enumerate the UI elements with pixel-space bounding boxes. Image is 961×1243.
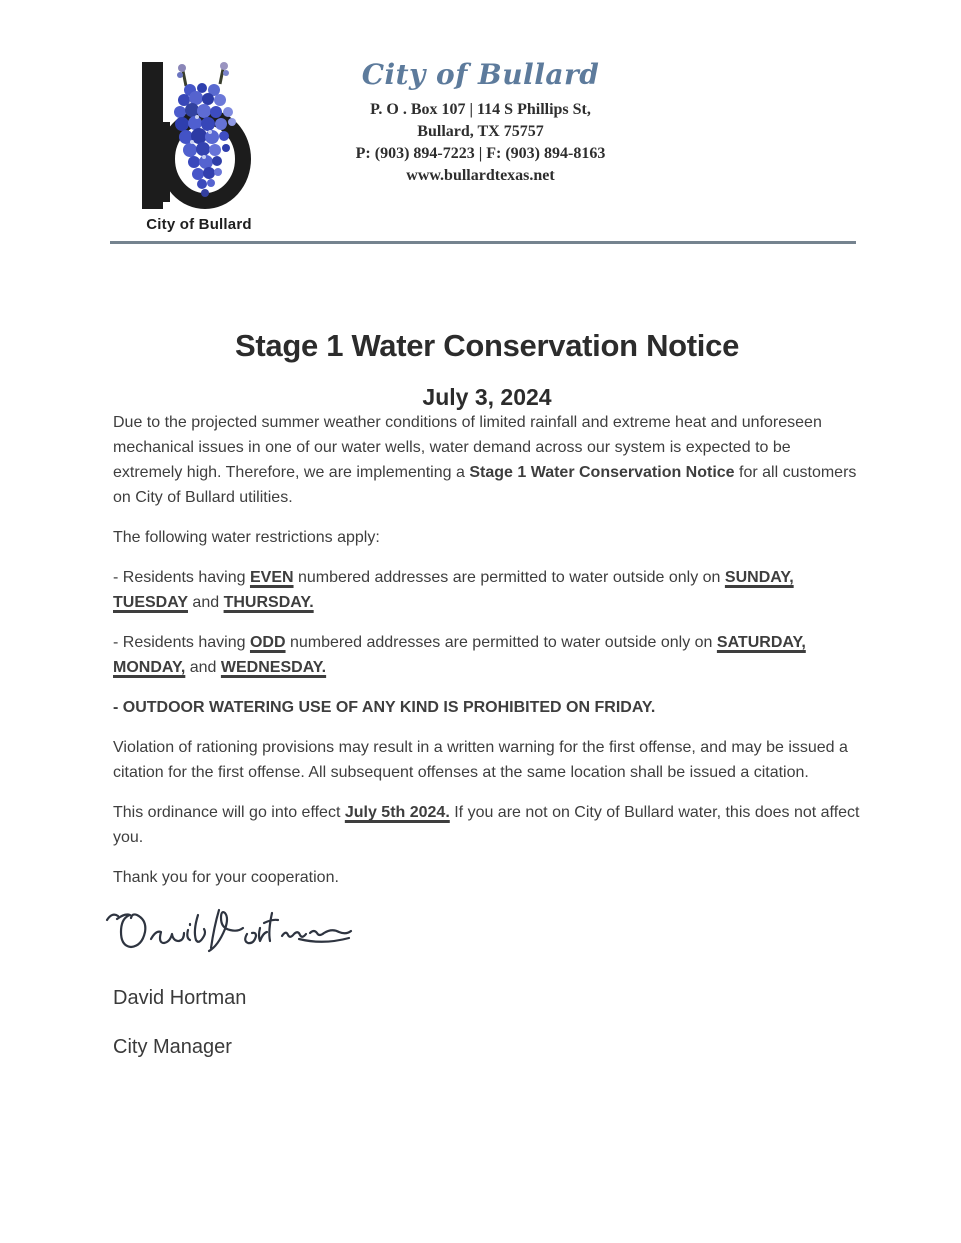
closing-line: Thank you for your cooperation. xyxy=(113,869,339,886)
letterhead xyxy=(0,0,961,233)
even-rule-term: EVEN xyxy=(249,569,294,586)
even-rule-paragraph xyxy=(113,565,861,615)
logo-caption: City of Bullard xyxy=(146,216,252,233)
violation-paragraph: Violation of rationing provisions may result in a written warning for the first offense, and may be issued a citation for the first offense. All subsequent offenses at the same location shall be issued a citation. xyxy=(113,739,848,781)
org-name: City of Bullard xyxy=(361,58,600,91)
even-rule-text-2: numbered addresses are permitted to water outside only on xyxy=(293,569,725,586)
odd-rule-days-1: SATURDAY, MONDAY, xyxy=(113,634,806,676)
address-line-1: P. O . Box 107 | 114 S Phillips St, xyxy=(370,101,591,118)
even-rule-text-1: - Residents having xyxy=(113,569,250,586)
even-rule-days-1: SUNDAY, TUESDAY xyxy=(113,569,794,611)
intro-bold-text: Stage 1 Water Conservation Notice xyxy=(469,464,735,481)
odd-rule-text-3: and xyxy=(185,659,221,676)
address-line-2: Bullard, TX 75757 xyxy=(417,123,544,140)
odd-rule-paragraph xyxy=(113,630,861,680)
effective-date: July 5th 2024. xyxy=(344,804,450,821)
signature-image xyxy=(103,905,353,965)
even-rule-days-2: THURSDAY. xyxy=(223,594,314,611)
even-rule-text-3: and xyxy=(187,594,224,611)
restrictions-heading: The following water restrictions apply: xyxy=(113,529,380,546)
notice-title: Stage 1 Water Conservation Notice xyxy=(234,328,740,363)
website-text: www.bullardtexas.net xyxy=(406,167,555,184)
city-logo xyxy=(140,62,258,233)
friday-rule: - OUTDOOR WATERING USE OF ANY KIND IS PROHIBITED ON FRIDAY. xyxy=(113,699,656,716)
signature-block xyxy=(103,905,861,965)
signatory-name: David Hortman xyxy=(113,987,247,1009)
odd-rule-days-2: WEDNESDAY. xyxy=(220,659,327,676)
notice-body xyxy=(113,328,861,1060)
intro-paragraph xyxy=(113,410,861,510)
header-divider xyxy=(110,241,856,244)
intro-text-before: Due to the projected summer weather conditions of limited rainfall and extreme heat and unforeseen mechanical issues in one of our water wells, water demand across our system is expected to be extremely high. Therefore, we are implementing a xyxy=(113,414,822,481)
effective-text-after: If you are not on City of Bullard water, this does not affect you. xyxy=(113,804,860,846)
effective-paragraph xyxy=(113,800,861,850)
phone-fax-line: P: (903) 894-7223 | F: (903) 894-8163 xyxy=(355,145,606,162)
odd-rule-text-2: numbered addresses are permitted to water outside only on xyxy=(285,634,717,651)
odd-rule-text-1: - Residents having xyxy=(113,634,250,651)
notice-date: July 3, 2024 xyxy=(422,384,552,410)
odd-rule-term: ODD xyxy=(249,634,286,651)
effective-text-before: This ordinance will go into effect xyxy=(113,804,345,821)
intro-text-after: for all customers on City of Bullard utilities. xyxy=(113,464,857,506)
signatory-title: City Manager xyxy=(113,1036,232,1058)
bluebonnet-logo-icon xyxy=(142,62,257,209)
